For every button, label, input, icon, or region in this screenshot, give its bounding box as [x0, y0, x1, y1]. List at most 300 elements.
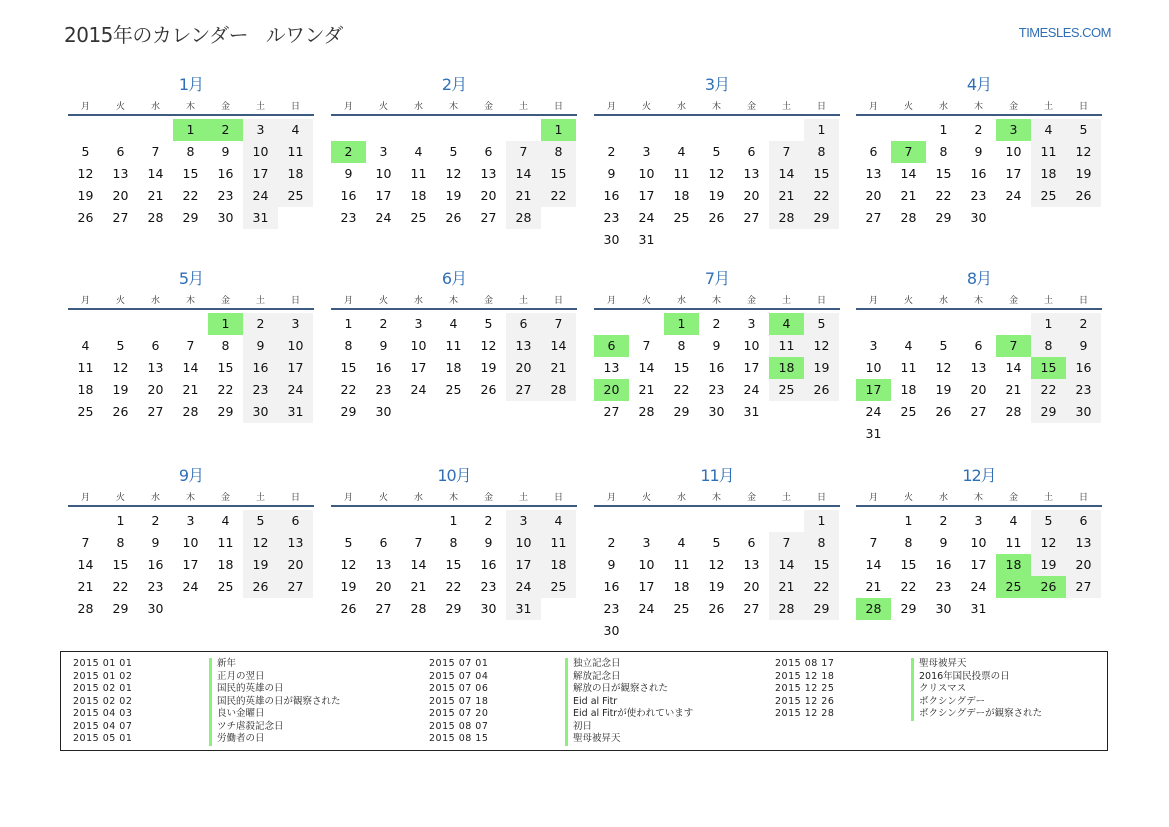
- day-cell: 4: [414, 144, 423, 159]
- day-cell: 9: [379, 338, 388, 353]
- day-cell: 11: [217, 535, 234, 550]
- day-cell: 5: [712, 535, 721, 550]
- day-cell: 5: [1066, 119, 1101, 141]
- day-cell: 17: [278, 357, 313, 379]
- day-cell: 27: [743, 210, 760, 225]
- weekday-label: 土: [1043, 295, 1053, 306]
- day-cell: 9: [221, 144, 230, 159]
- month-name: 7月: [704, 269, 730, 288]
- day-cell: 15: [804, 554, 839, 576]
- month-calendar: [594, 74, 840, 251]
- holiday-name: 聖母被昇天: [911, 658, 967, 671]
- month-name: 6月: [441, 269, 467, 288]
- day-cell: 14: [1005, 360, 1022, 375]
- holiday-row: [73, 721, 341, 734]
- day-cell: 16: [340, 188, 357, 203]
- weekday-label: 木: [448, 492, 458, 503]
- day-cell: 24: [506, 576, 541, 598]
- weekday-label: 火: [903, 492, 913, 503]
- day-cell: 4: [677, 535, 686, 550]
- weekday-label: 土: [518, 101, 528, 112]
- weekday-label: 月: [343, 492, 353, 503]
- holiday-name: ツチ虐殺記念日: [209, 721, 284, 734]
- weekday-label: 日: [816, 492, 826, 503]
- weekday-label: 木: [448, 295, 458, 306]
- day-cell: 27: [278, 576, 313, 598]
- day-cell: 31: [865, 426, 882, 441]
- day-cell: 6: [869, 144, 878, 159]
- day-cell: 8: [116, 535, 125, 550]
- day-cell: 8: [1031, 335, 1066, 357]
- day-cell: 31: [638, 232, 655, 247]
- day-cell: 18: [1031, 163, 1066, 185]
- day-cell: 26: [445, 210, 462, 225]
- day-cell: 24: [410, 382, 427, 397]
- empty-cell: [664, 510, 699, 532]
- day-cell: 10: [506, 532, 541, 554]
- month-name: 3月: [704, 75, 730, 94]
- holiday-date: 2015 01 01: [73, 658, 133, 669]
- day-cell: 10: [375, 166, 392, 181]
- empty-cell: [734, 510, 769, 532]
- day-cell: 12: [1031, 532, 1066, 554]
- day-cell: 18: [541, 554, 576, 576]
- weekday-label: 日: [816, 295, 826, 306]
- month-calendar: [856, 268, 1102, 445]
- holiday-list: [60, 651, 1108, 751]
- holiday-day-cell: 15: [1031, 357, 1066, 379]
- day-cell: 2: [939, 513, 948, 528]
- month-name: 5月: [178, 269, 204, 288]
- day-cell: 13: [743, 166, 760, 181]
- day-cell: 2: [712, 316, 721, 331]
- day-cell: 22: [445, 579, 462, 594]
- day-cell: 20: [743, 579, 760, 594]
- day-cell: 18: [77, 382, 94, 397]
- month-name: 2月: [441, 75, 467, 94]
- day-cell: 26: [708, 210, 725, 225]
- weekday-label: 木: [973, 492, 983, 503]
- day-cell: 3: [506, 510, 541, 532]
- day-cell: 19: [340, 579, 357, 594]
- day-cell: 11: [410, 166, 427, 181]
- weekday-label: 木: [711, 295, 721, 306]
- holiday-day-cell: 2: [208, 119, 243, 141]
- day-cell: 28: [769, 598, 804, 620]
- day-cell: 22: [935, 188, 952, 203]
- day-cell: 16: [970, 166, 987, 181]
- day-cell: 20: [480, 188, 497, 203]
- day-cell: 23: [603, 601, 620, 616]
- day-cell: 11: [445, 338, 462, 353]
- empty-cell: [699, 119, 734, 141]
- day-cell: 17: [243, 163, 278, 185]
- day-cell: 3: [642, 535, 651, 550]
- weekday-label: 火: [378, 492, 388, 503]
- day-grid: [68, 510, 313, 620]
- day-cell: 19: [1031, 554, 1066, 576]
- day-cell: 10: [638, 557, 655, 572]
- weekday-label: 金: [483, 101, 493, 112]
- empty-cell: [734, 119, 769, 141]
- day-cell: 14: [769, 163, 804, 185]
- holiday-name: 解放記念日: [565, 671, 621, 684]
- day-cell: 23: [1066, 379, 1101, 401]
- day-cell: 29: [112, 601, 129, 616]
- day-cell: 13: [1066, 532, 1101, 554]
- day-cell: 6: [747, 535, 756, 550]
- day-cell: 24: [743, 382, 760, 397]
- holiday-day-cell: 7: [996, 335, 1031, 357]
- day-cell: 26: [804, 379, 839, 401]
- empty-cell: [471, 119, 506, 141]
- day-cell: 23: [375, 382, 392, 397]
- weekday-header: [856, 96, 1102, 116]
- holiday-date: 2015 01 02: [73, 670, 133, 682]
- day-cell: 24: [182, 579, 199, 594]
- day-cell: 27: [603, 404, 620, 419]
- holiday-day-cell: 1: [208, 313, 243, 335]
- weekday-label: 土: [1043, 101, 1053, 112]
- day-cell: 21: [182, 382, 199, 397]
- weekday-label: 日: [553, 101, 563, 112]
- weekday-label: 土: [781, 295, 791, 306]
- weekday-label: 日: [1078, 295, 1088, 306]
- month-calendar: [331, 74, 577, 229]
- weekday-label: 水: [938, 101, 948, 112]
- weekday-label: 日: [816, 101, 826, 112]
- holiday-date: 2015 12 18: [775, 670, 835, 682]
- day-cell: 7: [541, 313, 576, 335]
- empty-cell: [961, 313, 996, 335]
- weekday-label: 金: [746, 492, 756, 503]
- weekday-label: 金: [746, 101, 756, 112]
- day-cell: 13: [112, 166, 129, 181]
- day-cell: 25: [673, 210, 690, 225]
- empty-cell: [594, 119, 629, 141]
- day-cell: 12: [935, 360, 952, 375]
- day-cell: 27: [112, 210, 129, 225]
- day-cell: 2: [243, 313, 278, 335]
- empty-cell: [401, 510, 436, 532]
- day-cell: 14: [769, 554, 804, 576]
- empty-cell: [856, 119, 891, 141]
- weekday-label: 木: [711, 101, 721, 112]
- day-cell: 25: [410, 210, 427, 225]
- empty-cell: [629, 313, 664, 335]
- weekday-label: 月: [868, 492, 878, 503]
- empty-cell: [769, 119, 804, 141]
- day-cell: 6: [151, 338, 160, 353]
- day-cell: 18: [445, 360, 462, 375]
- weekday-header: [594, 487, 840, 507]
- day-cell: 20: [865, 188, 882, 203]
- day-cell: 17: [638, 579, 655, 594]
- day-cell: 22: [673, 382, 690, 397]
- day-cell: 22: [804, 185, 839, 207]
- day-cell: 6: [506, 313, 541, 335]
- day-cell: 24: [638, 601, 655, 616]
- day-cell: 21: [506, 185, 541, 207]
- holiday-day-cell: 2: [331, 141, 366, 163]
- month-calendar: [856, 465, 1102, 620]
- day-cell: 28: [900, 210, 917, 225]
- weekday-label: 土: [518, 295, 528, 306]
- day-cell: 14: [410, 557, 427, 572]
- empty-cell: [173, 313, 208, 335]
- weekday-label: 月: [606, 101, 616, 112]
- holiday-date: 2015 12 25: [775, 683, 835, 694]
- day-cell: 24: [1005, 188, 1022, 203]
- day-cell: 19: [112, 382, 129, 397]
- day-cell: 30: [243, 401, 278, 423]
- day-cell: 8: [804, 141, 839, 163]
- day-cell: 15: [217, 360, 234, 375]
- weekday-label: 火: [903, 295, 913, 306]
- day-cell: 10: [743, 338, 760, 353]
- weekday-label: 月: [868, 295, 878, 306]
- day-cell: 23: [243, 379, 278, 401]
- weekday-label: 月: [343, 295, 353, 306]
- empty-cell: [856, 313, 891, 335]
- day-cell: 15: [445, 557, 462, 572]
- day-cell: 21: [77, 579, 94, 594]
- day-cell: 6: [379, 535, 388, 550]
- day-cell: 24: [638, 210, 655, 225]
- holiday-row: [73, 708, 341, 721]
- day-cell: 9: [607, 166, 616, 181]
- holiday-row: [775, 696, 1042, 709]
- day-cell: 7: [642, 338, 651, 353]
- day-cell: 26: [935, 404, 952, 419]
- day-cell: 10: [410, 338, 427, 353]
- day-cell: 15: [804, 163, 839, 185]
- day-cell: 1: [344, 316, 353, 331]
- day-cell: 4: [449, 316, 458, 331]
- day-cell: 20: [278, 554, 313, 576]
- day-cell: 12: [340, 557, 357, 572]
- day-cell: 5: [344, 535, 353, 550]
- day-cell: 9: [344, 166, 353, 181]
- month-name: 4月: [966, 75, 992, 94]
- day-cell: 27: [147, 404, 164, 419]
- day-cell: 25: [217, 579, 234, 594]
- day-cell: 22: [112, 579, 129, 594]
- day-cell: 9: [939, 535, 948, 550]
- weekday-label: 火: [115, 101, 125, 112]
- day-cell: 30: [375, 404, 392, 419]
- day-cell: 26: [1066, 185, 1101, 207]
- day-cell: 5: [81, 144, 90, 159]
- holiday-row: [429, 721, 693, 734]
- day-cell: 13: [278, 532, 313, 554]
- weekday-label: 日: [290, 101, 300, 112]
- day-cell: 17: [743, 360, 760, 375]
- day-cell: 9: [484, 535, 493, 550]
- day-cell: 14: [77, 557, 94, 572]
- weekday-header: [856, 487, 1102, 507]
- month-name: 12月: [962, 466, 996, 485]
- month-calendar: [856, 74, 1102, 229]
- day-cell: 14: [506, 163, 541, 185]
- day-cell: 20: [1066, 554, 1101, 576]
- holiday-day-cell: 28: [856, 598, 891, 620]
- day-cell: 9: [974, 144, 983, 159]
- weekday-label: 水: [150, 101, 160, 112]
- holiday-date: 2015 12 28: [775, 708, 835, 719]
- weekday-label: 水: [150, 492, 160, 503]
- day-cell: 15: [900, 557, 917, 572]
- weekday-label: 日: [1078, 492, 1088, 503]
- empty-cell: [331, 119, 366, 141]
- day-cell: 26: [480, 382, 497, 397]
- day-cell: 10: [182, 535, 199, 550]
- day-grid: [594, 510, 839, 642]
- day-cell: 13: [506, 335, 541, 357]
- day-cell: 19: [445, 188, 462, 203]
- day-cell: 2: [379, 316, 388, 331]
- weekday-label: 土: [781, 492, 791, 503]
- day-cell: 22: [804, 576, 839, 598]
- weekday-label: 金: [220, 101, 230, 112]
- day-cell: 27: [480, 210, 497, 225]
- day-cell: 30: [970, 210, 987, 225]
- empty-cell: [594, 313, 629, 335]
- day-cell: 5: [243, 510, 278, 532]
- day-cell: 20: [112, 188, 129, 203]
- day-cell: 20: [743, 188, 760, 203]
- day-cell: 1: [904, 513, 913, 528]
- holiday-day-cell: 20: [594, 379, 629, 401]
- weekday-label: 木: [185, 492, 195, 503]
- weekday-label: 金: [1008, 101, 1018, 112]
- day-cell: 3: [379, 144, 388, 159]
- weekday-label: 土: [1043, 492, 1053, 503]
- holiday-row: [429, 696, 693, 709]
- empty-cell: [68, 313, 103, 335]
- weekday-label: 金: [483, 492, 493, 503]
- day-cell: 13: [970, 360, 987, 375]
- day-cell: 4: [278, 119, 313, 141]
- weekday-label: 水: [676, 101, 686, 112]
- day-cell: 25: [769, 379, 804, 401]
- empty-cell: [436, 119, 471, 141]
- day-cell: 15: [112, 557, 129, 572]
- day-cell: 4: [221, 513, 230, 528]
- day-cell: 15: [340, 360, 357, 375]
- holiday-name: 良い金曜日: [209, 708, 265, 721]
- holiday-row: [429, 671, 693, 684]
- day-cell: 25: [673, 601, 690, 616]
- holiday-column: [73, 658, 341, 746]
- day-cell: 18: [410, 188, 427, 203]
- day-grid: [331, 119, 576, 229]
- day-cell: 14: [541, 335, 576, 357]
- day-cell: 22: [900, 579, 917, 594]
- holiday-date: 2015 02 02: [73, 695, 133, 707]
- day-cell: 8: [904, 535, 913, 550]
- day-cell: 13: [480, 166, 497, 181]
- day-cell: 1: [939, 122, 948, 137]
- weekday-header: [331, 96, 577, 116]
- holiday-date: 2015 07 18: [429, 695, 489, 707]
- day-cell: 2: [484, 513, 493, 528]
- day-cell: 12: [112, 360, 129, 375]
- site-name[interactable]: TIMESLES.COM: [1018, 25, 1111, 40]
- day-cell: 17: [1005, 166, 1022, 181]
- month-name: 9月: [178, 466, 204, 485]
- day-cell: 10: [1005, 144, 1022, 159]
- day-cell: 14: [865, 557, 882, 572]
- day-cell: 21: [769, 576, 804, 598]
- empty-cell: [103, 119, 138, 141]
- holiday-row: [73, 733, 341, 746]
- weekday-label: 月: [80, 295, 90, 306]
- day-cell: 12: [708, 557, 725, 572]
- empty-cell: [401, 119, 436, 141]
- day-cell: 25: [445, 382, 462, 397]
- day-cell: 28: [182, 404, 199, 419]
- empty-cell: [331, 510, 366, 532]
- weekday-label: 日: [553, 492, 563, 503]
- holiday-row: [429, 733, 693, 746]
- day-cell: 21: [1005, 382, 1022, 397]
- day-cell: 20: [506, 357, 541, 379]
- day-cell: 4: [904, 338, 913, 353]
- holiday-day-cell: 1: [541, 119, 576, 141]
- day-cell: 3: [869, 338, 878, 353]
- day-cell: 16: [147, 557, 164, 572]
- day-cell: 3: [747, 316, 756, 331]
- empty-cell: [699, 510, 734, 532]
- day-cell: 2: [974, 122, 983, 137]
- holiday-row: [775, 708, 1042, 721]
- day-cell: 3: [186, 513, 195, 528]
- day-cell: 22: [340, 382, 357, 397]
- holiday-name: Eid al Fitrが使われています: [565, 708, 693, 721]
- day-cell: 24: [970, 579, 987, 594]
- day-cell: 27: [375, 601, 392, 616]
- weekday-label: 木: [185, 101, 195, 112]
- day-cell: 15: [935, 166, 952, 181]
- holiday-name: 初日: [565, 721, 592, 734]
- holiday-row: [73, 658, 341, 671]
- day-cell: 21: [900, 188, 917, 203]
- day-cell: 4: [1009, 513, 1018, 528]
- day-cell: 6: [116, 144, 125, 159]
- day-cell: 10: [278, 335, 313, 357]
- month-name: 1月: [178, 75, 204, 94]
- day-cell: 25: [278, 185, 313, 207]
- day-grid: [331, 510, 576, 620]
- weekday-label: 土: [255, 295, 265, 306]
- day-cell: 6: [1066, 510, 1101, 532]
- holiday-day-cell: 4: [769, 313, 804, 335]
- holiday-day-cell: 26: [1031, 576, 1066, 598]
- day-cell: 24: [243, 185, 278, 207]
- holiday-name: 独立記念日: [565, 658, 621, 671]
- day-cell: 11: [541, 532, 576, 554]
- empty-cell: [926, 313, 961, 335]
- day-cell: 14: [638, 360, 655, 375]
- weekday-label: 水: [413, 295, 423, 306]
- empty-cell: [366, 510, 401, 532]
- day-cell: 8: [939, 144, 948, 159]
- holiday-day-cell: 1: [173, 119, 208, 141]
- month-calendar: [594, 268, 840, 423]
- day-cell: 20: [970, 382, 987, 397]
- month-calendar: [68, 74, 314, 229]
